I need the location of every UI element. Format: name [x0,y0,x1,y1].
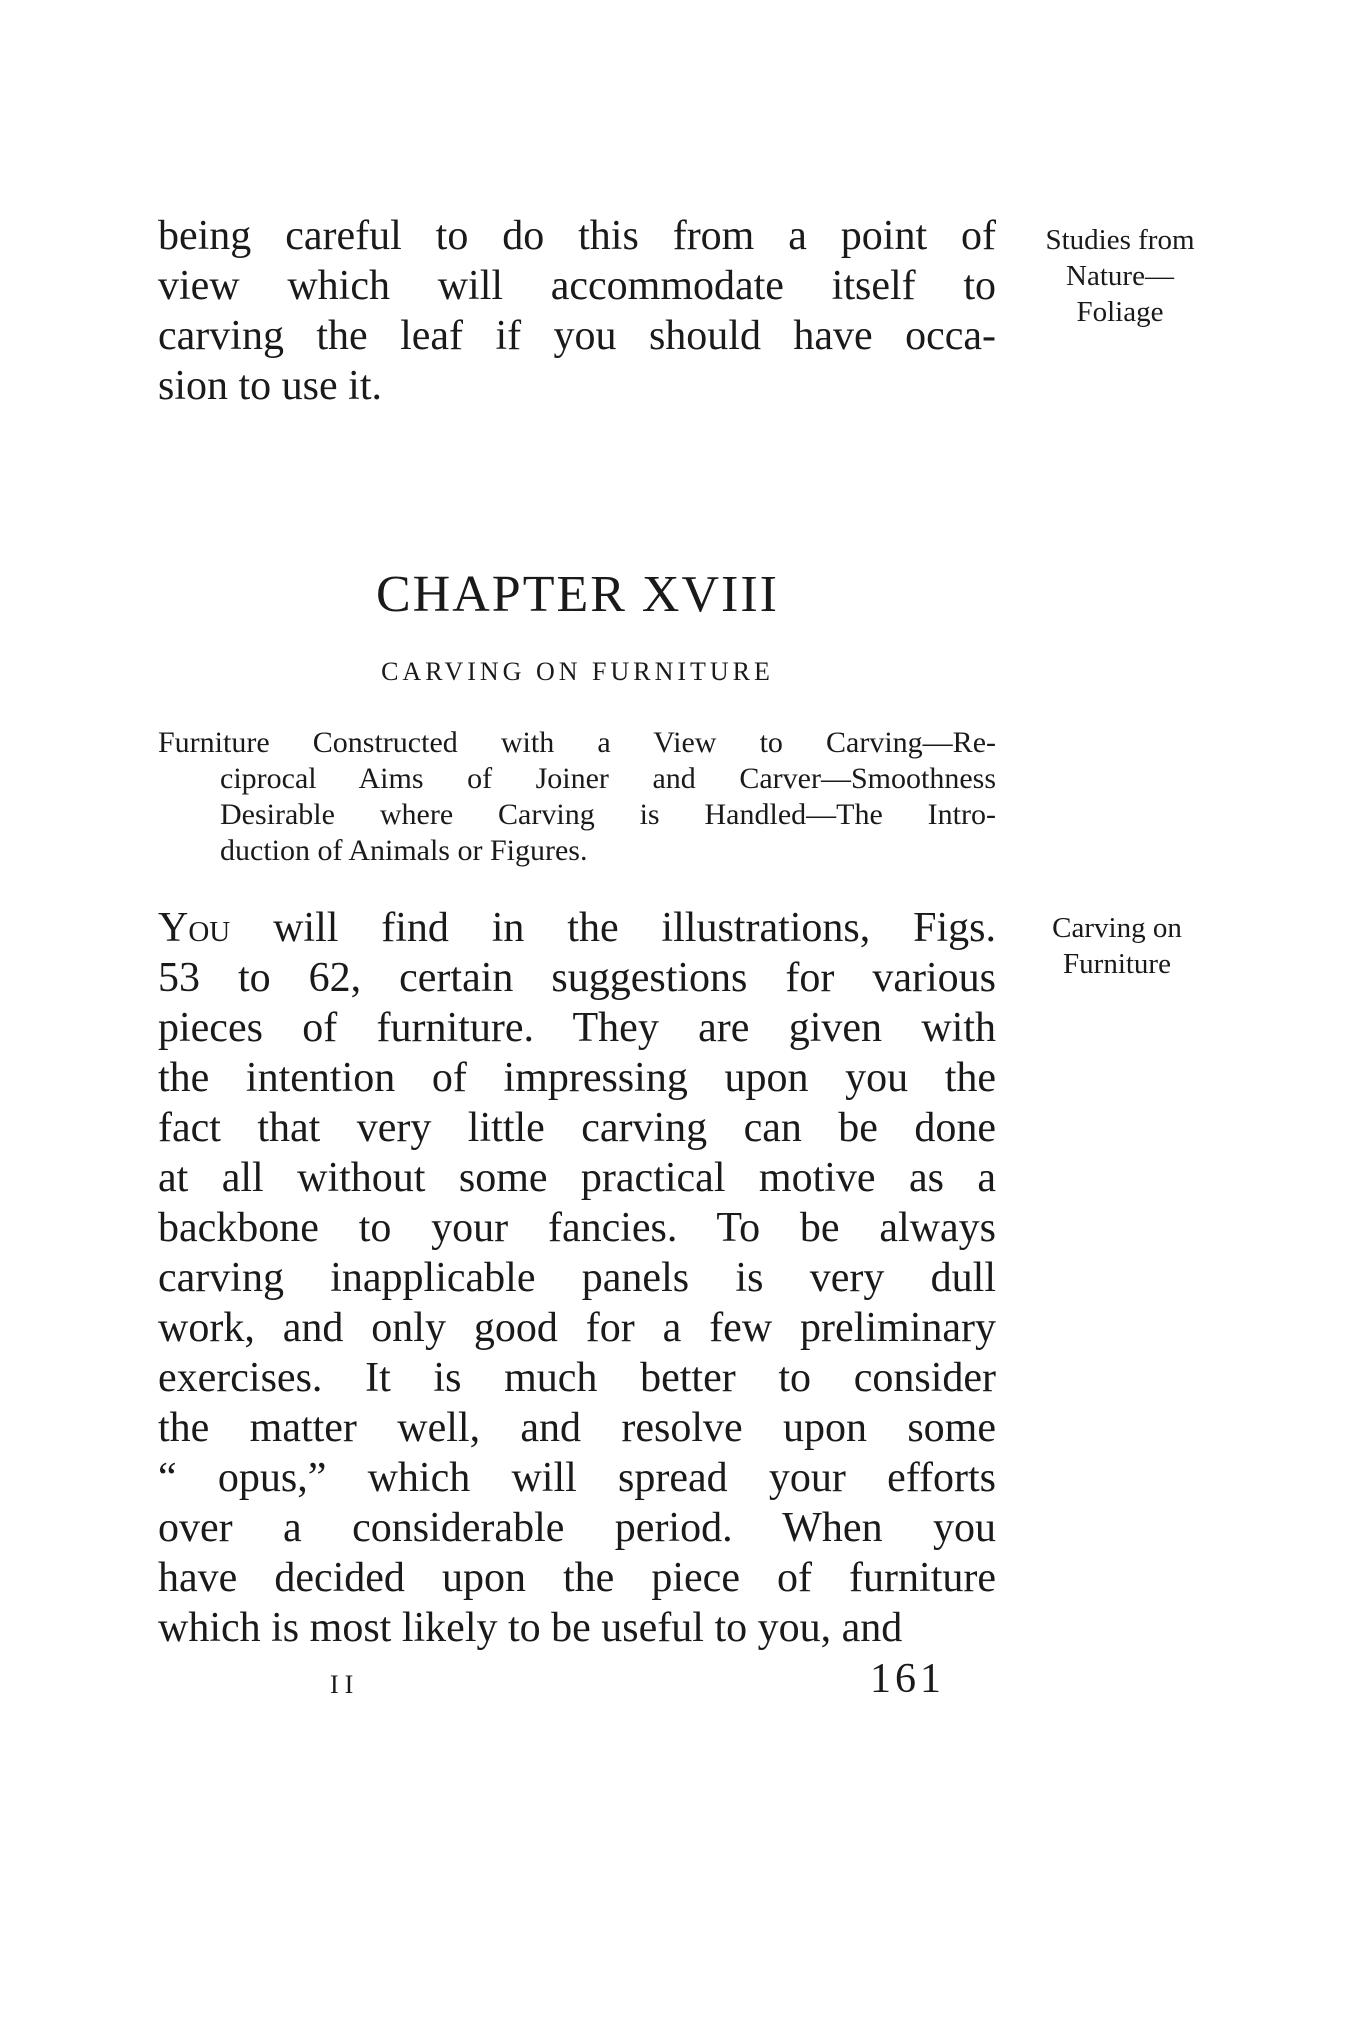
main-paragraph-line-15: which is most likely to be useful to you, and [158,1605,903,1651]
opening-word: You [158,905,231,951]
main-paragraph-line-14: have decided upon the piece of furniture [158,1555,996,1601]
chapter-title: CHAPTER XVIII [376,566,779,623]
signature-mark: II [330,1670,360,1699]
top-paragraph-line-4: sion to use it. [158,363,383,409]
chapter-summary-line-3: Desirable where Carving is Handled—The Intro- [220,798,996,831]
margin-note-line: Carving on [1052,912,1182,944]
margin-note-line: Nature— [1066,260,1174,292]
chapter-summary-line-1: Furniture Constructed with a View to Carving—Re- [158,726,996,759]
margin-note-line: Furniture [1063,948,1171,980]
main-paragraph-line-13: over a considerable period. When you [158,1505,996,1551]
first-line-rest: will find in the illustrations, Figs. [230,905,996,951]
main-paragraph-line-4: the intention of impressing upon you the [158,1055,996,1101]
main-paragraph-line-9: work, and only good for a few preliminary [158,1305,996,1351]
top-paragraph-line-1: being careful to do this from a point of [158,213,996,259]
chapter-subtitle: CARVING ON FURNITURE [381,657,774,686]
main-paragraph-line-7: backbone to your fancies. To be always [158,1205,996,1251]
main-paragraph-line-2: 53 to 62, certain suggestions for various [158,955,996,1001]
chapter-summary-line-2: ciprocal Aims of Joiner and Carver—Smoothness [220,762,996,795]
main-paragraph-line-10: exercises. It is much better to consider [158,1355,996,1401]
page-number: 161 [870,1656,945,1702]
top-paragraph-line-2: view which will accommodate itself to [158,263,996,309]
main-paragraph-line-11: the matter well, and resolve upon some [158,1405,996,1451]
margin-note-studies [1020,222,1220,330]
main-paragraph-line-12: “ opus,” which will spread your efforts [158,1455,996,1501]
chapter-summary-line-4: duction of Animals or Figures. [220,834,588,867]
margin-note-line: Foliage [1076,296,1164,328]
margin-note-carving-on-furniture [1022,910,1212,982]
main-paragraph-line-8: carving inapplicable panels is very dull [158,1255,996,1301]
main-paragraph-line-1 [158,903,996,953]
main-paragraph-line-3: pieces of furniture. They are given with [158,1005,996,1051]
top-paragraph-line-3: carving the leaf if you should have occa- [158,313,996,359]
margin-note-line: Studies from [1045,224,1195,256]
main-paragraph-line-6: at all without some practical motive as a [158,1155,996,1201]
main-paragraph-line-5: fact that very little carving can be done [158,1105,996,1151]
